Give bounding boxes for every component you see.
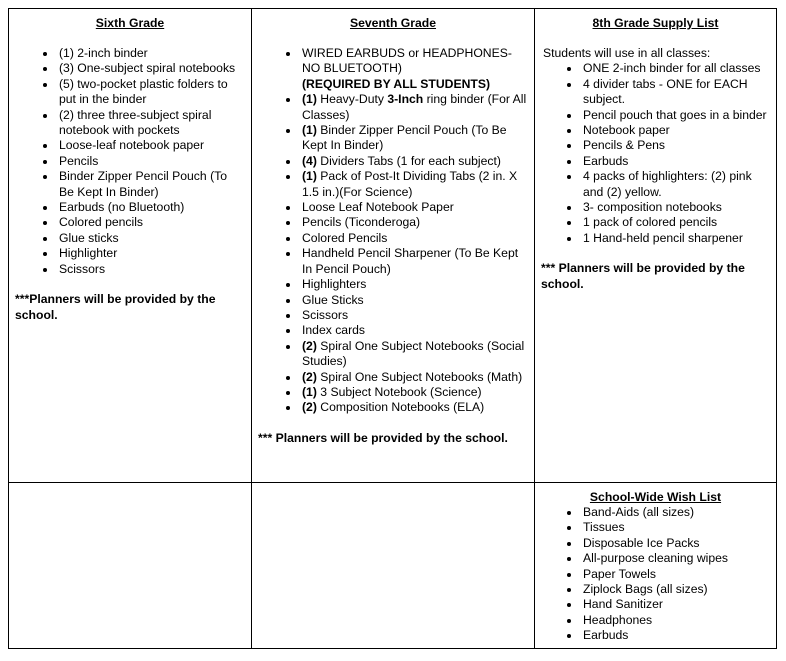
item-text: Glue Sticks bbox=[302, 292, 364, 307]
list-item: • Highlighter bbox=[57, 246, 245, 261]
list-item: • All-purpose cleaning wipes bbox=[581, 551, 770, 566]
list-item: • Paper Towels bbox=[581, 567, 770, 582]
item-text: Index cards bbox=[302, 323, 366, 338]
empty-cell bbox=[9, 483, 252, 649]
item-text: Composition Notebooks (ELA) bbox=[316, 400, 485, 415]
item-text: Spiral One Subject Notebooks (Social Studies) bbox=[302, 338, 525, 369]
item-text: Scissors bbox=[302, 307, 349, 322]
sixth-grade-note: ***Planners will be provided by the school. bbox=[15, 292, 216, 322]
list-item bbox=[300, 215, 528, 230]
item-text: (4) bbox=[302, 153, 317, 168]
item-text: Highlighters bbox=[302, 277, 367, 292]
table-row bbox=[9, 9, 777, 483]
list-item: • Hand Sanitizer bbox=[581, 597, 770, 612]
item-text: (1) bbox=[302, 123, 317, 138]
list-item: • ONE 2-inch binder for all classes bbox=[581, 61, 770, 76]
eighth-grade-list bbox=[541, 61, 770, 246]
item-text: Handheld Pencil Sharpener (To Be Kept In Pencil Pouch) bbox=[302, 246, 519, 276]
item-text: (2) bbox=[302, 338, 317, 353]
item-text: (2) bbox=[302, 369, 317, 384]
list-item: • Pencil pouch that goes in a binder bbox=[581, 108, 770, 123]
item-text: Dividers Tabs (1 for each subject) bbox=[316, 153, 501, 168]
list-item bbox=[300, 169, 528, 200]
supply-list-table bbox=[8, 8, 777, 649]
list-item: • Headphones bbox=[581, 613, 770, 628]
sixth-grade-list bbox=[15, 46, 245, 277]
list-item: • Earbuds bbox=[581, 154, 770, 169]
list-item: • Binder Zipper Pencil Pouch (To Be Kept In Binder) bbox=[57, 169, 245, 200]
list-item: • 4 divider tabs - ONE for EACH subject. bbox=[581, 77, 770, 108]
list-item bbox=[300, 277, 528, 292]
list-item bbox=[300, 92, 528, 123]
list-item bbox=[300, 293, 528, 308]
item-text: Heavy-Duty bbox=[316, 92, 388, 107]
seventh-grade-note: *** Planners will be provided by the school. bbox=[258, 430, 508, 445]
item-text: WIRED EARBUDS or HEADPHONES-NO BLUETOOTH) bbox=[302, 46, 512, 76]
list-item: • Tissues bbox=[581, 520, 770, 535]
list-item bbox=[300, 385, 528, 400]
item-text: ring binder (For All Classes) bbox=[302, 92, 527, 122]
seventh-grade-title: Seventh Grade bbox=[349, 16, 437, 30]
wish-list bbox=[541, 505, 770, 644]
eighth-grade-cell bbox=[535, 9, 777, 483]
list-item: • Colored pencils bbox=[57, 215, 245, 230]
item-text: (1) bbox=[302, 169, 317, 184]
seventh-grade-cell bbox=[252, 9, 535, 483]
list-item: • (3) One-subject spiral notebooks bbox=[57, 61, 245, 76]
item-text: Pack of Post-It Dividing Tabs (2 in. X 1.5 in.)(For Science) bbox=[302, 169, 518, 199]
list-item: • 4 packs of highlighters: (2) pink and (2) yellow. bbox=[581, 169, 770, 200]
list-item: • 1 pack of colored pencils bbox=[581, 215, 770, 230]
item-text: Colored Pencils bbox=[302, 230, 388, 245]
list-item bbox=[300, 400, 528, 415]
list-item: • Notebook paper bbox=[581, 123, 770, 138]
list-item bbox=[300, 323, 528, 338]
list-item bbox=[300, 246, 528, 277]
list-item bbox=[300, 154, 528, 169]
list-item: • Ziplock Bags (all sizes) bbox=[581, 582, 770, 597]
list-item: • (5) two-pocket plastic folders to put in the binder bbox=[57, 77, 245, 108]
eighth-grade-intro: Students will use in all classes: bbox=[543, 46, 711, 60]
list-item: • Earbuds bbox=[581, 628, 770, 643]
item-text: 3 Subject Notebook (Science) bbox=[316, 384, 482, 399]
list-item: • Band-Aids (all sizes) bbox=[581, 505, 770, 520]
list-item bbox=[300, 123, 528, 154]
list-item bbox=[300, 200, 528, 215]
item-text: (1) bbox=[302, 92, 317, 107]
item-text: Pencils (Ticonderoga) bbox=[302, 215, 421, 230]
list-item: • Loose-leaf notebook paper bbox=[57, 138, 245, 153]
item-text: (REQUIRED BY ALL STUDENTS) bbox=[302, 76, 491, 91]
list-item: • Pencils bbox=[57, 154, 245, 169]
list-item bbox=[300, 231, 528, 246]
eighth-grade-note: *** Planners will be provided by the school. bbox=[541, 261, 745, 291]
seventh-grade-list bbox=[258, 46, 528, 416]
list-item bbox=[300, 46, 528, 92]
sixth-grade-cell bbox=[9, 9, 252, 483]
list-item bbox=[300, 339, 528, 370]
sixth-grade-title: Sixth Grade bbox=[95, 16, 165, 30]
list-item: • Earbuds (no Bluetooth) bbox=[57, 200, 245, 215]
list-item bbox=[300, 370, 528, 385]
wish-list-title: School-Wide Wish List bbox=[589, 490, 722, 504]
list-item: • 1 Hand-held pencil sharpener bbox=[581, 231, 770, 246]
item-text: Loose Leaf Notebook Paper bbox=[302, 200, 454, 215]
table-row bbox=[9, 483, 777, 649]
list-item: • 3- composition notebooks bbox=[581, 200, 770, 215]
list-item: • (2) three three-subject spiral notebook with pockets bbox=[57, 108, 245, 139]
list-item: • Glue sticks bbox=[57, 231, 245, 246]
list-item bbox=[300, 308, 528, 323]
item-text: 3-Inch bbox=[387, 92, 424, 107]
list-item: • (1) 2-inch binder bbox=[57, 46, 245, 61]
empty-cell bbox=[252, 483, 535, 649]
list-item: • Disposable Ice Packs bbox=[581, 536, 770, 551]
item-text: Binder Zipper Pencil Pouch (To Be Kept In Binder) bbox=[302, 123, 507, 153]
item-text: Spiral One Subject Notebooks (Math) bbox=[316, 369, 523, 384]
wish-list-cell bbox=[535, 483, 777, 649]
eighth-grade-title: 8th Grade Supply List bbox=[592, 16, 719, 30]
item-text: (2) bbox=[302, 400, 317, 415]
item-text: (1) bbox=[302, 384, 317, 399]
list-item: • Scissors bbox=[57, 262, 245, 277]
list-item: • Pencils & Pens bbox=[581, 138, 770, 153]
